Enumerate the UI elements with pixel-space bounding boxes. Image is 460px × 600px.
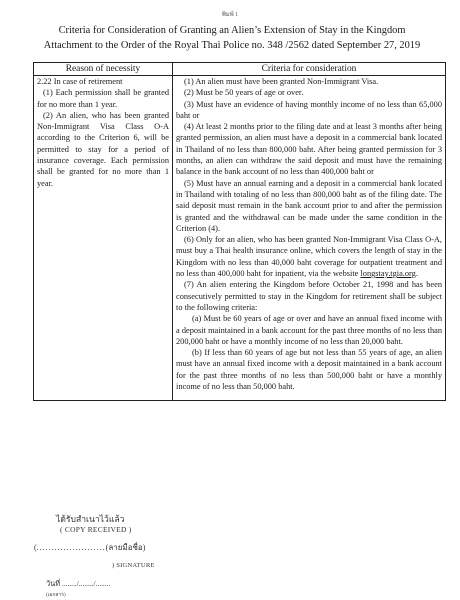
reason-cell: [34, 76, 173, 401]
criterion-7: (7) An alien entering the Kingdom before October 21, 1998 and has been consecutively permitted to stay in the Kingdom for retirement shall be subject to the following criteria:: [176, 280, 442, 312]
criterion-3: (3) Must have an evidence of having monthly income of no less than 65,000 baht or: [176, 99, 442, 120]
criterion-5: (5) Must have an annual earning and a deposit in a commercial bank located in Thailand with totaling of no less than 800,000 baht as of the filing date. The said deposit must remain in the bank account prior to and after the permission is granted and the withdrawal can be made under the same condition in the Criterion (4).: [176, 178, 442, 233]
criterion-6-text: (6) Only for an alien, who has been granted Non-Immigrant Visa Class O-A, must buy a Thai health insurance online, which covers the length of stay in the Kingdom with no less than 40,000 baht coverage for outpatient treatment and no less than 400,000 baht for inpatient, via the website: [176, 235, 442, 279]
criterion-2: (2) Must be 50 years of age or over.: [184, 88, 304, 98]
header-mark: พิมพ์ 1: [221, 12, 239, 18]
document-title: Criteria for Consideration of Granting an Alien’s Extension of Stay in the Kingdom: [58, 25, 406, 36]
header-reason: Reason of necessity: [34, 63, 173, 76]
reason-item-2: (2) An alien, who has been granted Non-Immigrant Visa Class O-A according to the Criterion 6, will be permitted to stay for a period of insurance coverage. Each permission shall be granted for no more than 1 year.: [37, 110, 169, 188]
criterion-7b: (b) If less than 60 years of age but not less than 55 years of age, an alien must have an annual fixed income with a deposit maintained in a bank account for the past three months of no less than 500,000 baht or have a monthly income of no less than 50,000 baht.: [176, 348, 442, 392]
signature-thai-label: (ลายมือชื่อ): [105, 543, 146, 552]
document-subtitle: Attachment to the Order of the Royal Thai Police no. 348 /2562 dated September 27, 2019: [43, 40, 421, 51]
criteria-table: [33, 62, 446, 401]
signature-label: ) SIGNATURE: [112, 562, 155, 569]
copy-received-label: ( COPY RECEIVED ): [60, 525, 132, 534]
criterion-4: (4) At least 2 months prior to the filing date and at least 3 months after being granted permission, an alien must have a deposit in a commercial bank located in Thailand of no less than 800,000 baht. After being granted permission for 3 months, an alien can withdraw the said deposit and must have the remaining balance in the bank account of no less than 400,000 baht or: [176, 122, 442, 177]
reason-heading: 2.22 In case of retirement: [37, 77, 123, 86]
table-header-row: [34, 63, 446, 76]
header-criteria: Criteria for consideration: [173, 63, 446, 76]
reason-item-1: (1) Each permission shall be granted for no more than 1 year.: [37, 88, 169, 109]
criterion-7a: (a) Must be 60 years of age or over and have an annual fixed income with a deposit maintained in a bank account for the past three months of no less than 200,000 baht or have a monthly income of no less than 20,000 baht.: [176, 314, 442, 346]
date-line: วันที่ ......../......../........: [46, 579, 111, 588]
criteria-cell: [173, 76, 446, 401]
footer-code: (เอกสาร): [46, 593, 66, 598]
signature-line: (.......................(ลายมือชื่อ): [34, 543, 146, 552]
insurance-website-link[interactable]: longstay.tgia.org: [360, 269, 416, 279]
table-row: [34, 76, 446, 401]
criterion-6: (6) Only for an alien, who has been granted Non-Immigrant Visa Class O-A, must buy a Thai health insurance online, which covers the length of stay in the Kingdom with no less than 40,000 baht coverage for outpatient treatment and no less than 400,000 baht for inpatient, via the website longstay.tgia.org.: [176, 235, 442, 279]
received-thai-label: ได้รับสำเนาไว้แล้ว: [56, 514, 125, 524]
criterion-1: (1) An alien must have been granted Non-Immigrant Visa.: [184, 77, 379, 86]
